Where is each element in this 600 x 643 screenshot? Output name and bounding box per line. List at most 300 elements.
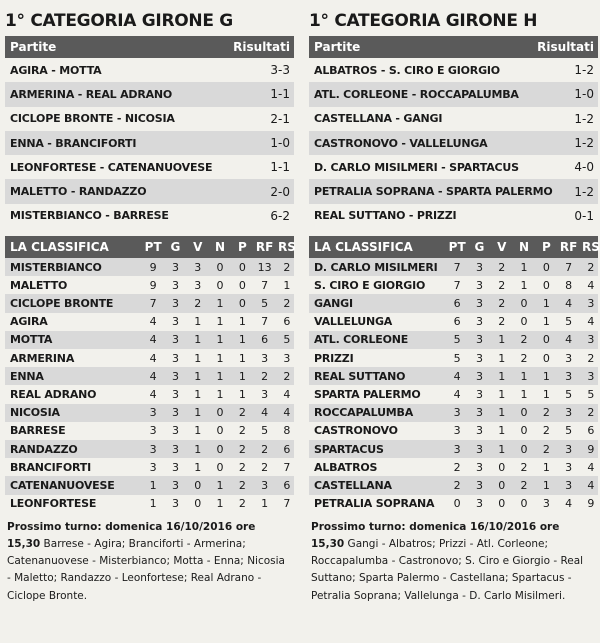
stat-value: 1 <box>194 460 202 474</box>
stat-value: 1 <box>498 442 506 456</box>
matches-header: Partite <box>314 40 361 54</box>
stat-value: 0 <box>498 460 506 474</box>
match-name: CICLOPE BRONTE - NICOSIA <box>10 112 175 126</box>
stat-value: 3 <box>453 424 461 438</box>
stat-value: 1 <box>542 369 550 383</box>
stat-value: 1 <box>216 497 224 511</box>
stat-value: 3 <box>194 260 202 274</box>
stat-value: 2 <box>542 442 550 456</box>
stat-value: 3 <box>475 333 483 347</box>
team-name: ALBATROS <box>314 460 378 474</box>
stat-value: 6 <box>587 424 595 438</box>
match-score: 6-2 <box>270 208 290 223</box>
standings-header <box>5 236 294 258</box>
stat-value: 1 <box>498 351 506 365</box>
team-name: D. CARLO MISILMERI <box>314 260 438 274</box>
stat-value: 0 <box>238 260 246 274</box>
stat-value: 2 <box>587 406 595 420</box>
team-name: CASTELLANA <box>314 478 392 492</box>
match-score: 1-2 <box>574 184 594 199</box>
stat-value: 2 <box>520 333 528 347</box>
standings-row <box>309 276 598 294</box>
match-name: CASTRONOVO - VALLELUNGA <box>314 136 488 150</box>
group-title: 1° CATEGORIA GIRONE G <box>5 11 233 31</box>
match-score: 1-1 <box>270 87 290 102</box>
stat-value: 3 <box>475 351 483 365</box>
stat-value: 2 <box>498 315 506 329</box>
stat-value: 3 <box>475 315 483 329</box>
stat-value: 6 <box>261 333 269 347</box>
standings-row <box>5 258 294 276</box>
stat-value: 7 <box>283 460 291 474</box>
standings-column-header: RF <box>559 240 578 255</box>
match-score: 1-0 <box>270 136 290 151</box>
stat-value: 4 <box>587 278 595 292</box>
standings-column-header: V <box>497 240 507 255</box>
stat-value: 1 <box>520 260 528 274</box>
stat-value: 1 <box>149 497 157 511</box>
stat-value: 4 <box>565 297 573 311</box>
stat-value: 13 <box>257 260 272 274</box>
stat-value: 3 <box>587 297 595 311</box>
stat-value: 3 <box>475 442 483 456</box>
stat-value: 4 <box>149 387 157 401</box>
stat-value: 1 <box>194 351 202 365</box>
standings-column-header: RS <box>581 240 600 255</box>
stat-value: 3 <box>283 351 291 365</box>
stat-value: 0 <box>498 478 506 492</box>
stat-value: 4 <box>149 315 157 329</box>
next-round <box>309 519 598 605</box>
stat-value: 0 <box>216 460 224 474</box>
match-score: 1-2 <box>574 63 594 78</box>
stat-value: 2 <box>283 297 291 311</box>
stat-value: 5 <box>261 424 269 438</box>
team-name: ATL. CORLEONE <box>314 333 409 347</box>
stat-value: 0 <box>216 442 224 456</box>
standings-row <box>5 422 294 440</box>
team-name: CICLOPE BRONTE <box>10 297 114 311</box>
stat-value: 3 <box>171 424 179 438</box>
stat-value: 1 <box>542 297 550 311</box>
stat-value: 3 <box>565 406 573 420</box>
team-name: REAL ADRANO <box>10 387 97 401</box>
standings-row <box>5 313 294 331</box>
standings-row <box>309 349 598 367</box>
result-row <box>5 179 294 203</box>
results-column-header: Risultati <box>537 40 594 54</box>
standings-row <box>309 313 598 331</box>
stat-value: 1 <box>542 478 550 492</box>
team-name: RANDAZZO <box>10 442 78 456</box>
result-row <box>5 204 294 228</box>
team-name: AGIRA <box>10 315 48 329</box>
stat-value: 6 <box>283 442 291 456</box>
next-round-fixtures: Gangi - Albatros; Prizzi - Atl. Corleone; Roccapalumba - Castronovo; S. Ciro e Giorgio - Real Suttano; Sparta Palermo - Castellana; Spartacus - Petralia Soprana; Vallelunga - D. Carlo Misilmeri. <box>311 537 584 602</box>
stat-value: 4 <box>453 369 461 383</box>
result-row <box>5 58 294 82</box>
match-score: 3-3 <box>270 63 290 78</box>
stat-value: 3 <box>149 442 157 456</box>
stat-value: 3 <box>261 351 269 365</box>
team-name: CATENANUOVESE <box>10 478 115 492</box>
stat-value: 4 <box>149 369 157 383</box>
stat-value: 1 <box>216 351 224 365</box>
stat-value: 0 <box>520 497 528 511</box>
stat-value: 0 <box>542 260 550 274</box>
stat-value: 1 <box>216 387 224 401</box>
stat-value: 1 <box>542 460 550 474</box>
stat-value: 2 <box>498 260 506 274</box>
stat-value: 1 <box>216 333 224 347</box>
stat-value: 2 <box>520 478 528 492</box>
team-name: SPARTA PALERMO <box>314 387 421 401</box>
stat-value: 0 <box>216 278 224 292</box>
match-name: D. CARLO MISILMERI - SPARTACUS <box>314 160 519 174</box>
stat-value: 2 <box>283 260 291 274</box>
stat-value: 1 <box>498 333 506 347</box>
team-name: SPARTACUS <box>314 442 384 456</box>
stat-value: 5 <box>453 333 461 347</box>
standings-row <box>309 367 598 385</box>
spacer <box>309 228 598 236</box>
results-header <box>5 36 294 58</box>
stat-value: 0 <box>194 497 202 511</box>
next-round-lead: Prossimo turno: domenica 16/10/2016 ore 15,30 <box>7 520 256 550</box>
stat-value: 3 <box>171 260 179 274</box>
stat-value: 5 <box>565 424 573 438</box>
team-name: BRANCIFORTI <box>10 460 91 474</box>
stat-value: 4 <box>565 497 573 511</box>
spacer <box>5 228 294 236</box>
standings-column-header: P <box>541 240 551 255</box>
stat-value: 3 <box>475 406 483 420</box>
standings-row <box>309 495 598 513</box>
stat-value: 3 <box>475 478 483 492</box>
stat-value: 7 <box>261 278 269 292</box>
results-list <box>309 58 598 228</box>
stat-value: 1 <box>216 369 224 383</box>
stat-value: 1 <box>194 442 202 456</box>
stat-value: 3 <box>171 497 179 511</box>
stat-value: 2 <box>453 460 461 474</box>
stat-value: 1 <box>498 369 506 383</box>
stat-value: 3 <box>261 478 269 492</box>
stat-value: 2 <box>520 351 528 365</box>
standings-column-header: PT <box>144 240 162 255</box>
stat-value: 0 <box>194 478 202 492</box>
result-row <box>5 155 294 179</box>
stat-value: 1 <box>283 278 291 292</box>
team-name: REAL SUTTANO <box>314 369 406 383</box>
stat-value: 2 <box>542 406 550 420</box>
team-name: PRIZZI <box>314 351 354 365</box>
group-g-column <box>5 6 294 605</box>
standings-row <box>309 458 598 476</box>
standings-row <box>309 294 598 312</box>
stat-value: 2 <box>542 424 550 438</box>
stat-value: 0 <box>520 424 528 438</box>
stat-value: 3 <box>565 369 573 383</box>
stat-value: 2 <box>453 478 461 492</box>
stat-value: 8 <box>565 278 573 292</box>
stat-value: 3 <box>565 442 573 456</box>
stat-value: 3 <box>149 406 157 420</box>
stat-value: 9 <box>149 260 157 274</box>
match-score: 2-0 <box>270 184 290 199</box>
next-round <box>5 519 294 605</box>
stat-value: 4 <box>587 478 595 492</box>
result-row <box>309 204 598 228</box>
stat-value: 2 <box>261 442 269 456</box>
stat-value: 2 <box>238 442 246 456</box>
results-list <box>5 58 294 228</box>
stat-value: 8 <box>283 424 291 438</box>
team-name: PETRALIA SOPRANA <box>314 497 435 511</box>
stat-value: 3 <box>565 460 573 474</box>
team-name: MOTTA <box>10 333 53 347</box>
stat-value: 0 <box>238 297 246 311</box>
stat-value: 1 <box>498 406 506 420</box>
stat-value: 4 <box>149 333 157 347</box>
group-title: 1° CATEGORIA GIRONE H <box>309 11 538 31</box>
stat-value: 3 <box>565 351 573 365</box>
stat-value: 1 <box>542 315 550 329</box>
stat-value: 5 <box>587 387 595 401</box>
standings-row <box>309 404 598 422</box>
standings-row <box>5 331 294 349</box>
next-round-lead: Prossimo turno: domenica 16/10/2016 ore 15,30 <box>311 520 560 550</box>
stat-value: 6 <box>453 315 461 329</box>
stat-value: 4 <box>283 406 291 420</box>
stat-value: 2 <box>520 460 528 474</box>
stat-value: 1 <box>238 351 246 365</box>
stat-value: 3 <box>475 297 483 311</box>
team-name: MALETTO <box>10 278 68 292</box>
stat-value: 3 <box>587 333 595 347</box>
result-row <box>309 155 598 179</box>
stat-value: 2 <box>261 460 269 474</box>
stat-value: 4 <box>261 406 269 420</box>
standings-row <box>5 495 294 513</box>
group-h-column <box>309 6 598 605</box>
stat-value: 2 <box>587 260 595 274</box>
stat-value: 5 <box>453 351 461 365</box>
team-name: S. CIRO E GIORGIO <box>314 278 426 292</box>
stat-value: 6 <box>283 315 291 329</box>
stat-value: 1 <box>238 387 246 401</box>
stat-value: 4 <box>565 333 573 347</box>
stat-value: 7 <box>565 260 573 274</box>
match-name: ENNA - BRANCIFORTI <box>10 136 137 150</box>
stat-value: 2 <box>587 351 595 365</box>
standings-list <box>5 258 294 513</box>
stat-value: 0 <box>520 297 528 311</box>
standings-column-header: N <box>519 240 530 255</box>
match-score: 1-2 <box>574 111 594 126</box>
match-score: 0-1 <box>574 208 594 223</box>
stat-value: 3 <box>171 297 179 311</box>
stat-value: 1 <box>520 278 528 292</box>
matches-header: Partite <box>10 40 57 54</box>
stat-value: 1 <box>216 478 224 492</box>
stat-value: 7 <box>283 497 291 511</box>
stat-value: 2 <box>283 369 291 383</box>
stat-value: 9 <box>587 442 595 456</box>
match-name: ARMERINA - REAL ADRANO <box>10 87 173 101</box>
match-name: AGIRA - MOTTA <box>10 63 102 77</box>
stat-value: 4 <box>587 460 595 474</box>
stat-value: 1 <box>194 369 202 383</box>
stat-value: 7 <box>261 315 269 329</box>
standings-header <box>309 236 598 258</box>
stat-value: 1 <box>194 424 202 438</box>
stat-value: 3 <box>475 460 483 474</box>
standings-row <box>5 440 294 458</box>
stat-value: 1 <box>194 315 202 329</box>
stat-value: 1 <box>216 297 224 311</box>
result-row <box>309 58 598 82</box>
stat-value: 2 <box>238 497 246 511</box>
standings-row <box>5 294 294 312</box>
stat-value: 2 <box>498 278 506 292</box>
team-name: ARMERINA <box>10 351 75 365</box>
standings-row <box>309 331 598 349</box>
stat-value: 1 <box>216 315 224 329</box>
stat-value: 1 <box>498 424 506 438</box>
standings-title: LA CLASSIFICA <box>10 240 109 255</box>
standings-row <box>309 440 598 458</box>
standings-column-header: V <box>193 240 203 255</box>
stat-value: 3 <box>475 369 483 383</box>
stat-value: 9 <box>149 278 157 292</box>
stat-value: 3 <box>194 278 202 292</box>
standings-column-header: N <box>215 240 226 255</box>
stat-value: 0 <box>216 260 224 274</box>
standings-list <box>309 258 598 513</box>
stat-value: 0 <box>542 333 550 347</box>
stat-value: 7 <box>453 260 461 274</box>
stat-value: 3 <box>171 460 179 474</box>
match-name: LEONFORTESE - CATENANUOVESE <box>10 160 213 174</box>
result-row <box>309 131 598 155</box>
result-row <box>5 131 294 155</box>
standings-row <box>309 422 598 440</box>
stat-value: 3 <box>453 406 461 420</box>
match-name: PETRALIA SOPRANA - SPARTA PALERMO <box>314 185 553 199</box>
stat-value: 3 <box>171 278 179 292</box>
team-name: ENNA <box>10 369 44 383</box>
stat-value: 0 <box>520 442 528 456</box>
team-name: NICOSIA <box>10 406 60 420</box>
standings-column-header: PT <box>448 240 466 255</box>
stat-value: 1 <box>194 387 202 401</box>
stat-value: 3 <box>453 442 461 456</box>
standings-row <box>5 476 294 494</box>
stat-value: 3 <box>475 497 483 511</box>
standings-row <box>5 276 294 294</box>
match-name: REAL SUTTANO - PRIZZI <box>314 209 457 223</box>
stat-value: 1 <box>498 387 506 401</box>
stat-value: 0 <box>520 315 528 329</box>
stat-value: 1 <box>520 369 528 383</box>
stat-value: 3 <box>587 369 595 383</box>
stat-value: 7 <box>453 278 461 292</box>
standings-column-header: RF <box>255 240 274 255</box>
match-score: 2-1 <box>270 111 290 126</box>
team-name: BARRESE <box>10 424 66 438</box>
stat-value: 3 <box>171 333 179 347</box>
stat-value: 0 <box>453 497 461 511</box>
standings-title: LA CLASSIFICA <box>314 240 413 255</box>
next-round-fixtures: Barrese - Agira; Branciforti - Armerina; Catenanuovese - Misterbianco; Motta - Enna; Nicosia - Maletto; Randazzo - Leonfortese; Real Adrano - Ciclope Bronte. <box>7 537 285 602</box>
match-name: MALETTO - RANDAZZO <box>10 185 147 199</box>
match-score: 4-0 <box>574 160 594 175</box>
stat-value: 3 <box>149 460 157 474</box>
stat-value: 4 <box>453 387 461 401</box>
stat-value: 1 <box>238 333 246 347</box>
stat-value: 3 <box>171 351 179 365</box>
result-row <box>309 82 598 106</box>
stat-value: 3 <box>475 260 483 274</box>
match-name: ALBATROS - S. CIRO E GIORGIO <box>314 63 500 77</box>
stat-value: 0 <box>498 497 506 511</box>
results-column-header: Risultati <box>233 40 290 54</box>
stat-value: 5 <box>565 387 573 401</box>
stat-value: 4 <box>587 315 595 329</box>
stat-value: 6 <box>283 478 291 492</box>
stat-value: 3 <box>149 424 157 438</box>
team-name: VALLELUNGA <box>314 315 393 329</box>
stat-value: 1 <box>149 478 157 492</box>
stat-value: 3 <box>171 315 179 329</box>
stat-value: 1 <box>261 497 269 511</box>
standings-row <box>5 349 294 367</box>
standings-column-header: RS <box>277 240 296 255</box>
standings-row <box>5 404 294 422</box>
team-name: ROCCAPALUMBA <box>314 406 414 420</box>
match-score: 1-2 <box>574 136 594 151</box>
standings-row <box>5 458 294 476</box>
result-row <box>309 107 598 131</box>
match-name: ATL. CORLEONE - ROCCAPALUMBA <box>314 87 519 101</box>
stat-value: 3 <box>171 387 179 401</box>
stat-value: 9 <box>587 497 595 511</box>
stat-value: 3 <box>542 497 550 511</box>
match-score: 1-0 <box>574 87 594 102</box>
standings-row <box>309 385 598 403</box>
result-row <box>5 107 294 131</box>
team-name: GANGI <box>314 297 353 311</box>
stat-value: 1 <box>238 315 246 329</box>
stat-value: 2 <box>238 424 246 438</box>
stat-value: 3 <box>171 369 179 383</box>
stat-value: 3 <box>171 478 179 492</box>
stat-value: 0 <box>542 351 550 365</box>
stat-value: 2 <box>194 297 202 311</box>
stat-value: 2 <box>498 297 506 311</box>
stat-value: 3 <box>261 387 269 401</box>
stat-value: 2 <box>238 460 246 474</box>
stat-value: 4 <box>149 351 157 365</box>
stat-value: 1 <box>520 387 528 401</box>
standings-row <box>5 367 294 385</box>
stat-value: 1 <box>238 369 246 383</box>
stat-value: 3 <box>565 478 573 492</box>
standings-column-header: G <box>474 240 485 255</box>
stat-value: 3 <box>171 406 179 420</box>
stat-value: 2 <box>238 406 246 420</box>
